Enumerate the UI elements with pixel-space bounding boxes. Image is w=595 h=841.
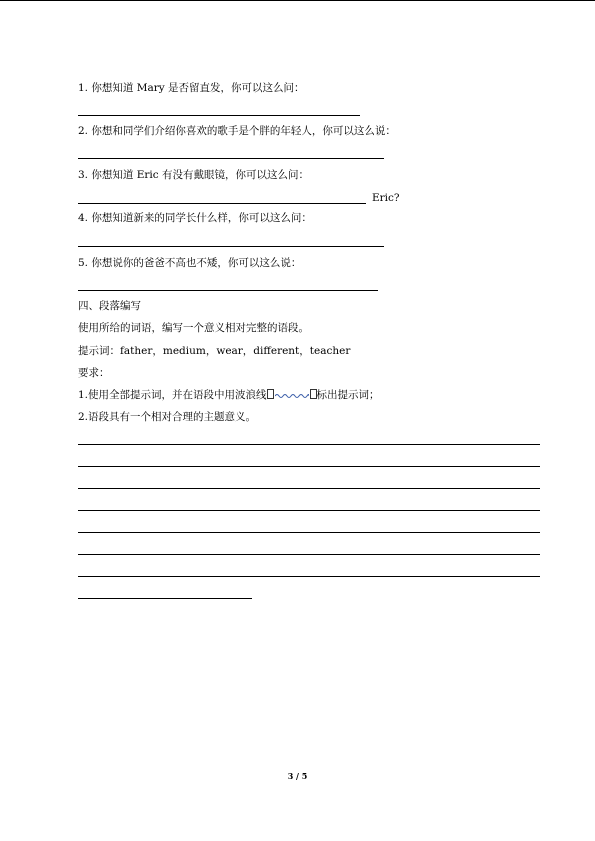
page-top-rule <box>0 0 595 1</box>
answer-line-5[interactable] <box>78 290 378 291</box>
requirement-1-text-after: 标出提示词； <box>316 389 380 401</box>
question-2: 2. 你想和同学们介绍你喜欢的歌手是个胖的年轻人，你可以这么说： <box>78 125 396 137</box>
writing-line[interactable] <box>78 576 540 577</box>
writing-line[interactable] <box>78 444 540 445</box>
hint-words: 提示词：father，medium，wear，different，teacher <box>78 345 351 357</box>
page-number: 3 / 5 <box>287 771 308 781</box>
writing-line[interactable] <box>78 466 540 467</box>
answer-line-2[interactable] <box>78 158 384 159</box>
answer-line-1[interactable] <box>78 115 360 116</box>
requirement-1 <box>78 388 380 402</box>
requirement-2: 2.语段具有一个相对合理的主题意义。 <box>78 411 257 423</box>
question-1: 1. 你想知道 Mary 是否留直发，你可以这么问： <box>78 82 305 94</box>
box-icon <box>267 389 274 399</box>
requirement-1-text-before: 1.使用全部提示词，并在语段中用波浪线 <box>78 389 267 401</box>
question-5: 5. 你想说你的爸爸不高也不矮，你可以这么说： <box>78 257 302 269</box>
question-3: 3. 你想知道 Eric 有没有戴眼镜，你可以这么问： <box>78 169 309 181</box>
writing-line[interactable] <box>78 554 540 555</box>
writing-line[interactable] <box>78 532 540 533</box>
writing-line[interactable] <box>78 510 540 511</box>
writing-line-last[interactable] <box>78 598 252 599</box>
box-icon <box>310 389 317 399</box>
question-3-suffix: Eric? <box>372 192 400 204</box>
writing-line[interactable] <box>78 488 540 489</box>
section-instruction: 使用所给的词语，编写一个意义相对完整的语段。 <box>78 322 309 334</box>
requirements-label: 要求： <box>78 367 110 379</box>
answer-line-3[interactable] <box>78 203 366 204</box>
section-title: 四、段落编写 <box>78 300 141 312</box>
wavy-underline-icon <box>275 393 309 399</box>
answer-line-4[interactable] <box>78 246 384 247</box>
question-4: 4. 你想知道新来的同学长什么样，你可以这么问： <box>78 212 312 224</box>
